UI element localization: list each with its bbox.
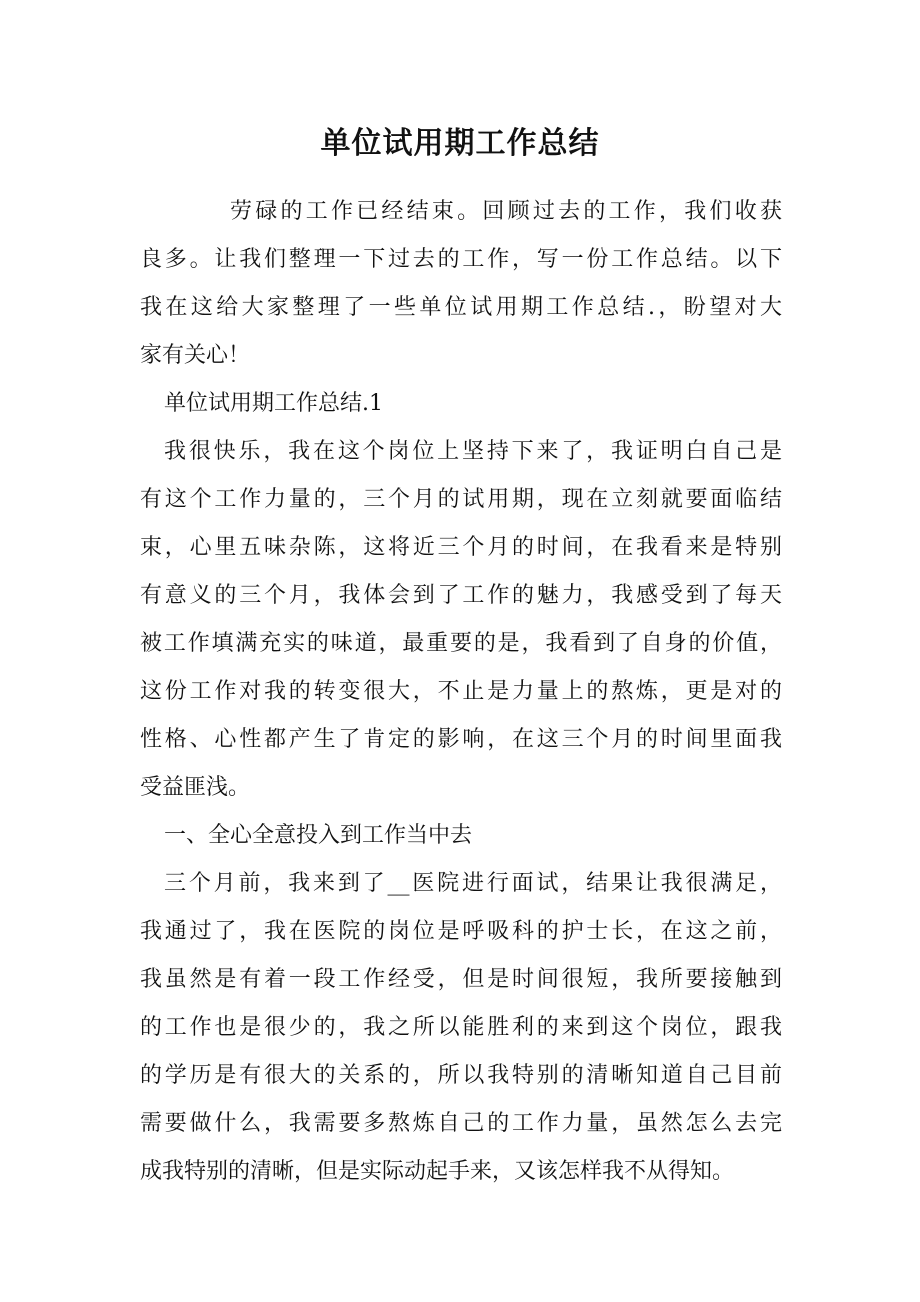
text-line: 的学历是有很大的关系的，所以我特别的清晰知道自己目前: [140, 1063, 782, 1088]
text-line: 被工作填满充实的味道，最重要的是，我看到了自身的价值，: [140, 631, 782, 656]
document-title: 单位试用期工作总结: [320, 126, 600, 161]
paragraph: [140, 860, 782, 1196]
text-line: 家有关心！: [140, 343, 251, 368]
document-body: [140, 188, 782, 1196]
text-line: 我在这给大家整理了一些单位试用期工作总结.，盼望对大: [140, 295, 782, 320]
text-line: 性格、心性都产生了肯定的影响，在这三个月的时间里面我: [140, 727, 782, 752]
paragraph: [140, 380, 782, 428]
text-line: 有意义的三个月，我体会到了工作的魅力，我感受到了每天: [140, 583, 782, 608]
text-line: 我很快乐，我在这个岗位上坚持下来了，我证明白自己是: [164, 439, 782, 464]
text-line: 良多。让我们整理一下过去的工作，写一份工作总结。以下: [140, 247, 782, 272]
text-line: 受益匪浅。: [140, 775, 251, 800]
text-line: 三个月前，我来到了__医院进行面试，结果让我很满足，: [164, 871, 782, 896]
text-line: 我虽然是有着一段工作经受，但是时间很短，我所要接触到: [140, 967, 782, 992]
text-line: 需要做什么，我需要多熬炼自己的工作力量，虽然怎么去完: [140, 1111, 782, 1136]
text-line: 这份工作对我的转变很大，不止是力量上的熬炼，更是对的: [140, 679, 782, 704]
text-line: 有这个工作力量的，三个月的试用期，现在立刻就要面临结: [140, 487, 782, 512]
paragraph: [140, 188, 782, 380]
paragraph: [140, 812, 782, 860]
text-line: 我通过了，我在医院的岗位是呼吸科的护士长，在这之前，: [140, 919, 782, 944]
text-line: 劳碌的工作已经结束。回顾过去的工作，我们收获: [230, 199, 782, 224]
text-line: 的工作也是很少的，我之所以能胜利的来到这个岗位，跟我: [140, 1015, 782, 1040]
paragraph: [140, 428, 782, 812]
text-line: 成我特别的清晰，但是实际动起手来，又该怎样我不从得知。: [140, 1159, 735, 1184]
text-line: 一、全心全意投入到工作当中去: [164, 823, 473, 848]
text-line: 单位试用期工作总结.1: [164, 391, 383, 416]
text-line: 束，心里五味杂陈，这将近三个月的时间，在我看来是特别: [140, 535, 782, 560]
